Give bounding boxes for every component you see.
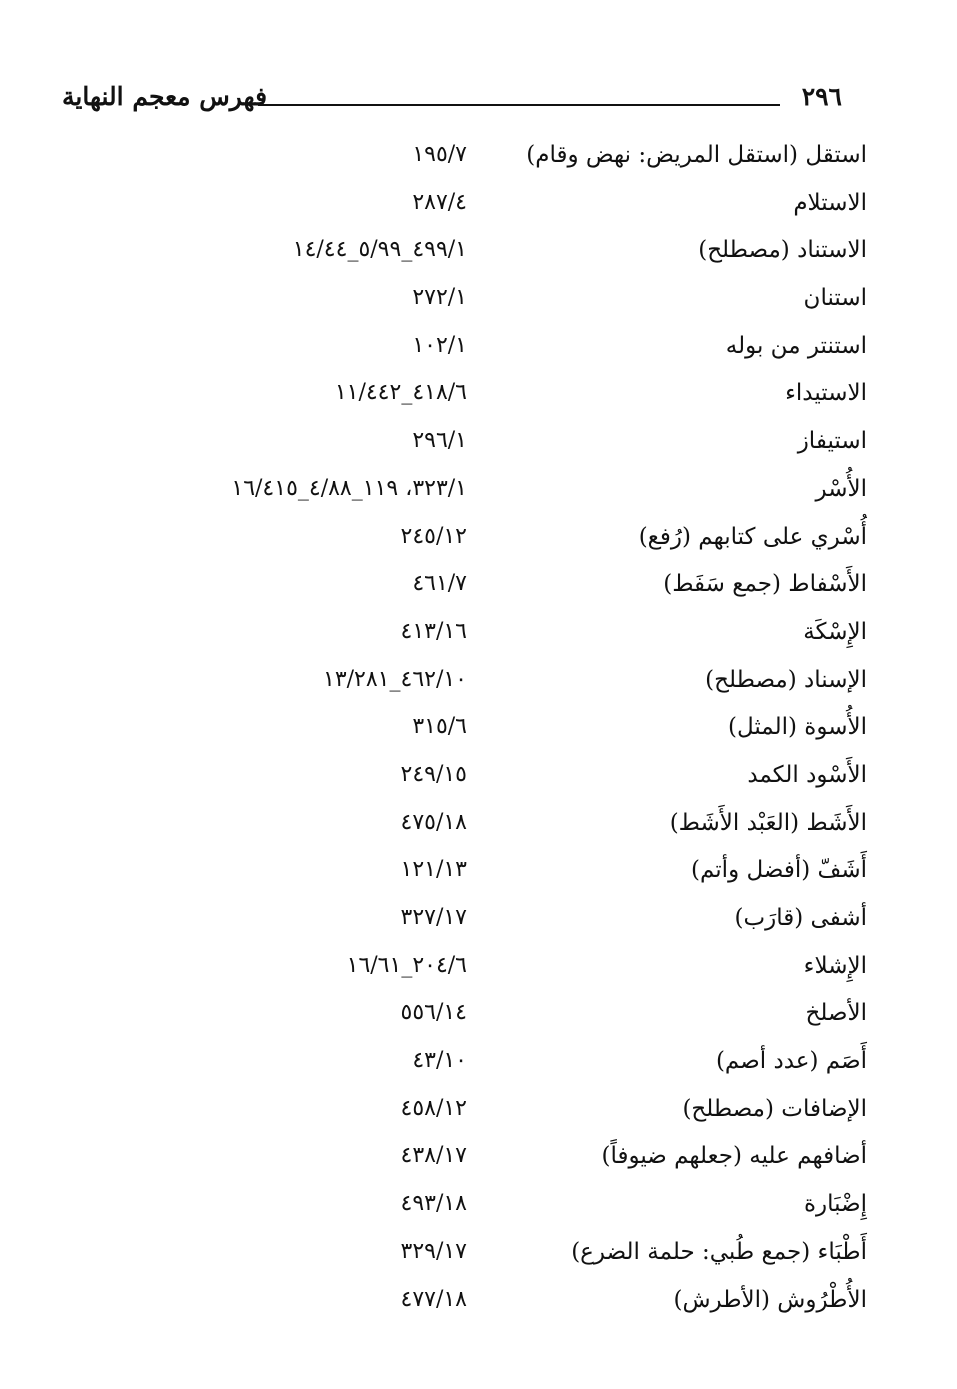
index-entry [0, 613, 957, 661]
entry-term: أَشَفّ (أفضل وأتم) [691, 857, 867, 884]
index-entry [0, 756, 957, 804]
entry-term: الأُسْر [815, 475, 867, 502]
running-header [62, 82, 842, 122]
entry-references: ٣٢٧/١٧ [400, 905, 467, 930]
index-entry [0, 565, 957, 613]
entry-references: ٣١٥/٦ [412, 714, 467, 740]
entry-term: أشفى (قارَب) [734, 905, 867, 931]
entry-term: الأَسْفاط (جمع سَفَط) [663, 571, 867, 598]
index-entry [0, 1233, 957, 1281]
index-entry [0, 279, 957, 327]
header-title: فهرس معجم النهاية [62, 82, 268, 111]
index-entry [0, 994, 957, 1042]
index-entry [0, 661, 957, 709]
entry-term: الأَسْود الكمد [747, 761, 867, 788]
entry-references: ٤٣٨/١٧ [400, 1143, 467, 1169]
entry-term: استقل (استقل المريض: نهض وقام) [526, 142, 867, 168]
entry-term: استنتر من بوله [725, 332, 867, 359]
index-entry [0, 708, 957, 756]
page-number: ٢٩٦ [801, 82, 842, 111]
entry-references: ٤١٨/٦_١١/٤٤٢ [334, 380, 467, 406]
entry-references: ١٢١/١٣ [400, 857, 467, 883]
entry-references: ٤٦٢/١٠_١٣/٢٨١ [323, 666, 467, 692]
entry-references: ٤١٣/١٦ [400, 618, 467, 644]
entry-term: الأُسوة (المثل) [727, 714, 867, 741]
entry-references: ٤٣/١٠ [412, 1048, 467, 1074]
index-entries [0, 136, 957, 1328]
entry-term: أضافهم عليه (جعلهم ضيوفاً) [601, 1143, 867, 1170]
index-entry [0, 470, 957, 518]
entry-references: ٢٠٤/٦_١٦/٦١ [346, 952, 467, 978]
entry-references: ٤٥٨/١٢ [400, 1095, 467, 1121]
entry-term: أُسْري على كتابهم (رُفع) [638, 523, 867, 550]
entry-references: ٢٨٧/٤ [412, 189, 467, 215]
index-entry [0, 804, 957, 852]
entry-term: استنان [803, 285, 867, 312]
header-rule [258, 104, 780, 106]
entry-term: الاستلام [793, 189, 867, 216]
index-entry [0, 1042, 957, 1090]
entry-references: ١٩٥/٧ [412, 142, 467, 167]
entry-term: الاستيداء [785, 380, 867, 407]
entry-references: ٥٥٦/١٤ [400, 1000, 467, 1026]
entry-term: الاستناد (مصطلح) [698, 237, 867, 264]
index-entry [0, 851, 957, 899]
index-entry [0, 1137, 957, 1185]
entry-term: أَطْبَاء (جمع طُبي: حلمة الضرع) [571, 1238, 867, 1265]
index-entry [0, 327, 957, 375]
index-entry [0, 374, 957, 422]
entry-term: الإضافات (مصطلح) [682, 1095, 867, 1122]
entry-references: ١٠٢/١ [412, 332, 467, 358]
index-entry [0, 422, 957, 470]
index-entry [0, 1281, 957, 1329]
entry-references: ٢٩٦/١ [412, 428, 467, 454]
entry-term: استيفاز [797, 428, 867, 455]
entry-references: ٤٩٣/١٨ [400, 1191, 467, 1217]
entry-references: ٤٧٧/١٨ [400, 1286, 467, 1312]
entry-term: الإِشلاء [803, 952, 867, 979]
entry-references: ٣٢٣/١، ١١٩_٤/٨٨_١٦/٤١٥ [231, 475, 467, 501]
entry-references: ٢٤٩/١٥ [400, 761, 467, 787]
index-entry [0, 899, 957, 947]
entry-term: الأَشَط (العَبْد الأَشَط) [669, 809, 867, 836]
entry-term: أَصَم (عدد أصم) [715, 1048, 867, 1075]
entry-references: ٢٧٢/١ [412, 285, 467, 311]
entry-term: الأصلخ [805, 1000, 867, 1027]
entry-term: الأُطْرُوش (الأطرش) [673, 1286, 867, 1313]
index-entry [0, 518, 957, 566]
entry-term: إِضْبَارة [803, 1191, 867, 1218]
entry-references: ٢٤٥/١٢ [400, 523, 467, 549]
entry-references: ٤٩٩/١_٥/٩٩_١٤/٤٤ [292, 237, 467, 263]
index-entry [0, 1185, 957, 1233]
index-entry [0, 1090, 957, 1138]
index-entry [0, 136, 957, 184]
index-entry [0, 184, 957, 232]
index-entry [0, 231, 957, 279]
entry-references: ٤٦١/٧ [412, 571, 467, 597]
entry-references: ٤٧٥/١٨ [400, 809, 467, 835]
entry-references: ٣٢٩/١٧ [400, 1238, 467, 1264]
entry-term: الإسناد (مصطلح) [705, 666, 867, 693]
entry-term: الإِسْكَة [803, 618, 867, 645]
index-entry [0, 947, 957, 995]
